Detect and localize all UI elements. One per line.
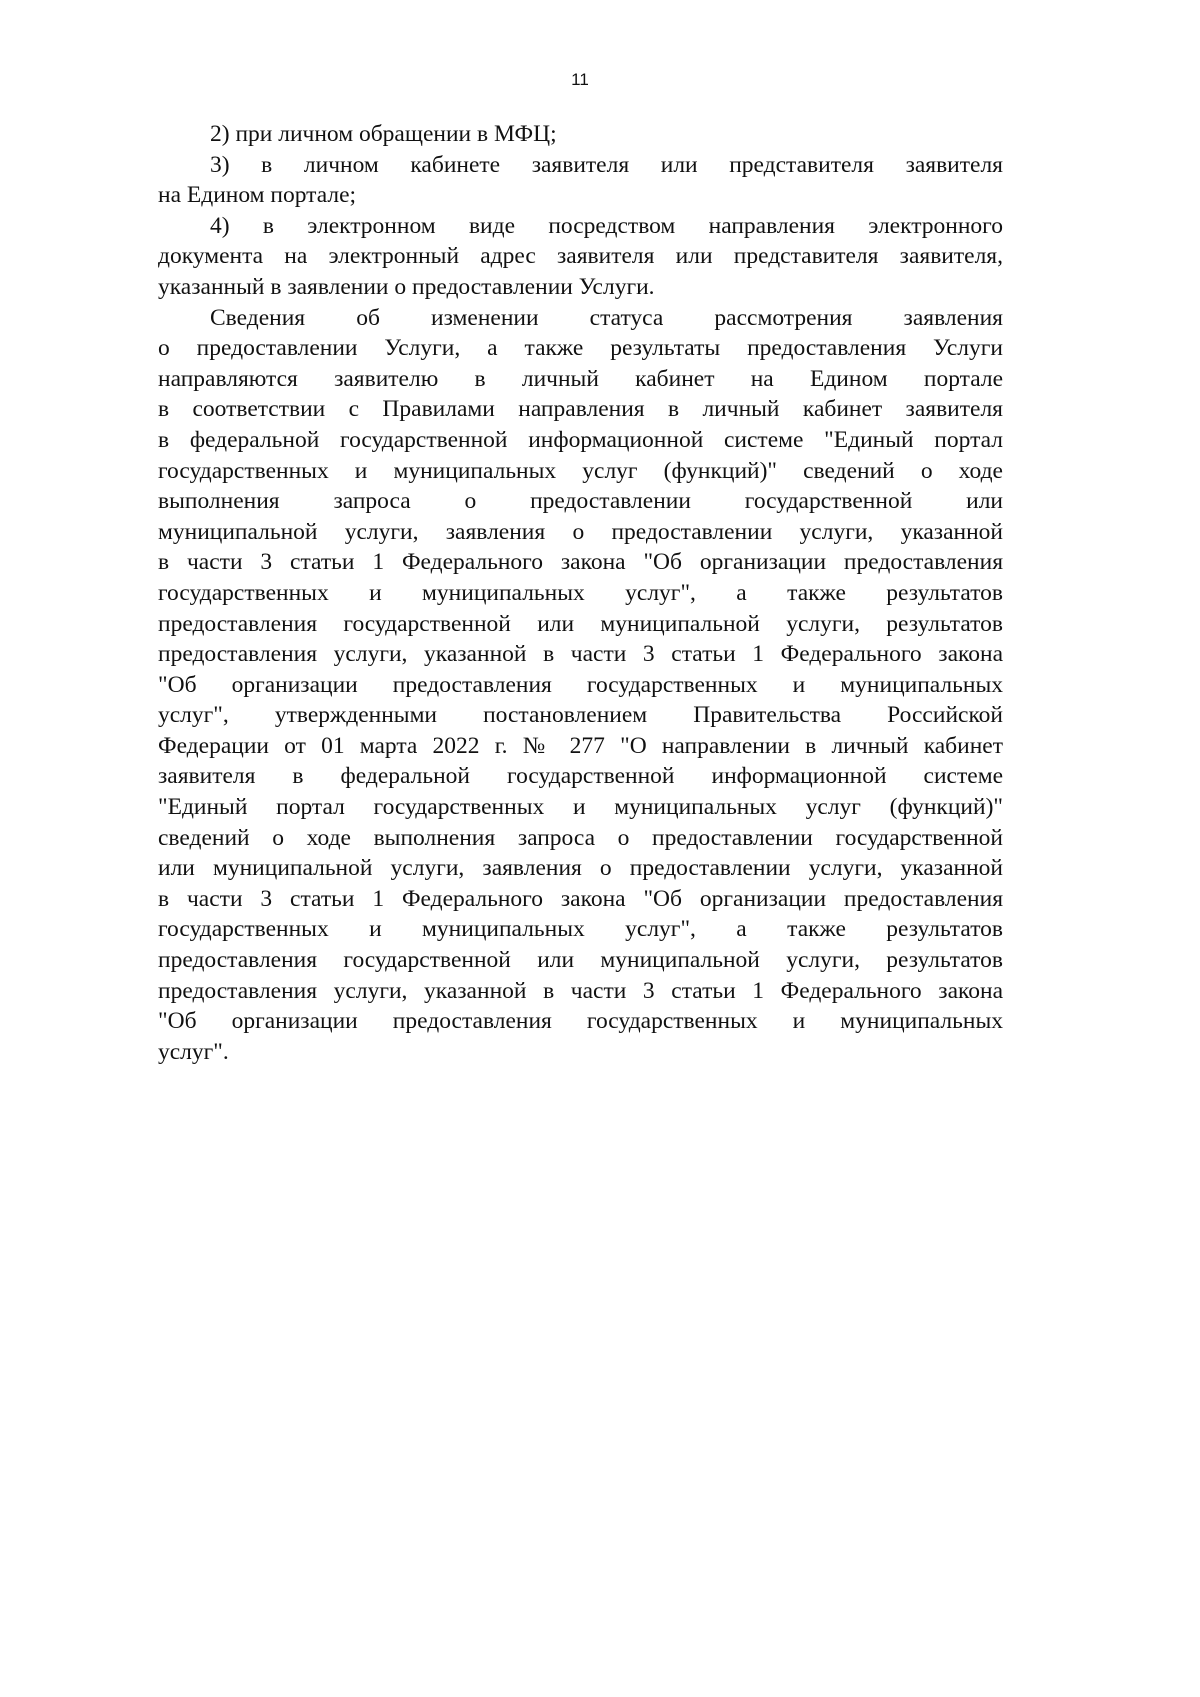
text-line: предоставления услуги, указанной в части 3 статьи 1 Федерального закона (158, 977, 1003, 1004)
text-line: услуг". (158, 1038, 229, 1065)
text-line: государственных и муниципальных услуг", а также результатов (158, 916, 1003, 943)
text-line: Федерации от 01 марта 2022 г. № 277 "О направлении в личный кабинет (158, 732, 1003, 759)
text-line: предоставления услуги, указанной в части 3 статьи 1 Федерального закона (158, 641, 1003, 668)
text-line: 3) в личном кабинете заявителя или представителя заявителя (210, 151, 1003, 178)
text-line: в части 3 статьи 1 Федерального закона "Об организации предоставления (158, 549, 1003, 576)
text-line: документа на электронный адрес заявителя или представителя заявителя, (158, 243, 1003, 270)
text-line: или муниципальной услуги, заявления о предоставлении услуги, указанной (158, 855, 1003, 882)
text-line: "Об организации предоставления государственных и муниципальных (158, 671, 1003, 698)
text-line: услуг", утвержденными постановлением Правительства Российской (158, 702, 1003, 729)
text-line: в части 3 статьи 1 Федерального закона "Об организации предоставления (158, 885, 1003, 912)
text-line: 4) в электронном виде посредством направления электронного (210, 212, 1003, 239)
text-line: о предоставлении Услуги, а также результаты предоставления Услуги (158, 335, 1003, 362)
text-line: направляются заявителю в личный кабинет на Едином портале (158, 365, 1003, 392)
text-line: на Едином портале; (158, 182, 357, 209)
text-line: государственных и муниципальных услуг (функций)" сведений о ходе (158, 457, 1003, 484)
text-line: "Единый портал государственных и муниципальных услуг (функций)" (158, 794, 1003, 821)
text-line: предоставления государственной или муниципальной услуги, результатов (158, 610, 1003, 637)
text-line: выполнения запроса о предоставлении государственной или (158, 488, 1003, 515)
text-line: государственных и муниципальных услуг", а также результатов (158, 579, 1003, 606)
text-line: в соответствии с Правилами направления в личный кабинет заявителя (158, 396, 1003, 423)
document-body (158, 119, 1003, 1067)
text-line: Сведения об изменении статуса рассмотрения заявления (210, 304, 1003, 331)
page-number: 11 (571, 70, 589, 89)
text-line: сведений о ходе выполнения запроса о предоставлении государственной (158, 824, 1003, 851)
text-line: муниципальной услуги, заявления о предоставлении услуги, указанной (158, 518, 1003, 545)
text-line: указанный в заявлении о предоставлении Услуги. (158, 273, 655, 300)
text-line: 2) при личном обращении в МФЦ; (210, 121, 557, 147)
text-line: заявителя в федеральной государственной информационной системе (158, 763, 1003, 790)
text-line: в федеральной государственной информационной системе "Единый портал (158, 426, 1003, 453)
text-line: предоставления государственной или муниципальной услуги, результатов (158, 947, 1003, 974)
text-line: "Об организации предоставления государственных и муниципальных (158, 1008, 1003, 1035)
